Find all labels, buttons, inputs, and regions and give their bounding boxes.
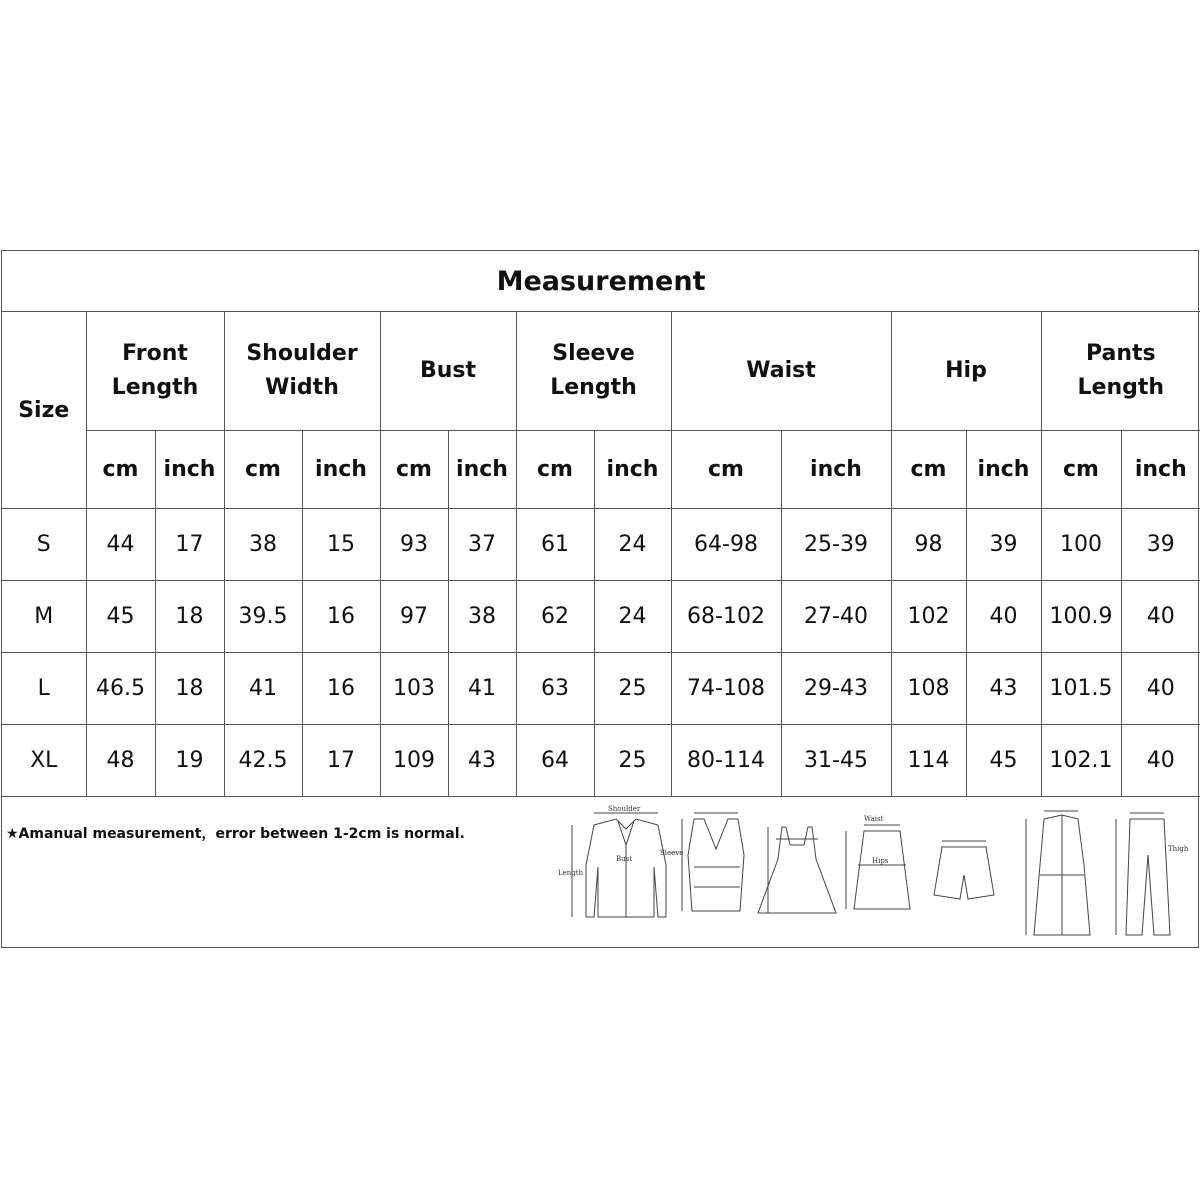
value-cell: 63 <box>516 653 594 725</box>
value-cell: 25 <box>594 725 671 797</box>
value-cell: 45 <box>86 581 155 653</box>
value-cell: 102.1 <box>1041 725 1121 797</box>
size-cell: M <box>2 581 86 653</box>
value-cell: 42.5 <box>224 725 302 797</box>
value-cell: 44 <box>86 509 155 581</box>
unit-header: cm <box>86 431 155 509</box>
unit-header: cm <box>516 431 594 509</box>
value-cell: 25 <box>594 653 671 725</box>
value-cell: 39.5 <box>224 581 302 653</box>
value-cell: 101.5 <box>1041 653 1121 725</box>
value-cell: 40 <box>1121 653 1200 725</box>
column-group-header <box>224 312 380 431</box>
column-group-header <box>86 312 224 431</box>
group-label-line1: Sleeve <box>552 341 635 366</box>
value-cell: 103 <box>380 653 448 725</box>
size-cell: XL <box>2 725 86 797</box>
value-cell: 109 <box>380 725 448 797</box>
value-cell: 16 <box>302 581 380 653</box>
size-cell: S <box>2 509 86 581</box>
size-cell: L <box>2 653 86 725</box>
table-row <box>2 653 1200 725</box>
value-cell: 15 <box>302 509 380 581</box>
unit-header: inch <box>302 431 380 509</box>
unit-header: inch <box>781 431 891 509</box>
value-cell: 17 <box>302 725 380 797</box>
value-cell: 24 <box>594 581 671 653</box>
group-label-line2: Length <box>550 375 637 400</box>
group-label-line1: Waist <box>746 358 816 383</box>
group-label-line1: Pants <box>1085 341 1156 366</box>
value-cell: 61 <box>516 509 594 581</box>
value-cell: 19 <box>155 725 224 797</box>
label-length: Length <box>558 869 584 877</box>
value-cell: 64-98 <box>671 509 781 581</box>
size-column-header: Size <box>2 312 86 509</box>
table-row <box>2 509 1200 581</box>
value-cell: 43 <box>448 725 516 797</box>
group-label-line1: Front <box>122 341 188 366</box>
unit-header: cm <box>671 431 781 509</box>
group-label-line2: Length <box>1077 375 1165 400</box>
footer-section <box>2 797 1198 947</box>
group-label-line2: Width <box>265 375 339 400</box>
value-cell: 38 <box>448 581 516 653</box>
value-cell: 39 <box>966 509 1041 581</box>
value-cell: 24 <box>594 509 671 581</box>
group-label-line1: Bust <box>419 358 477 383</box>
value-cell: 74-108 <box>671 653 781 725</box>
value-cell: 40 <box>1121 581 1200 653</box>
value-cell: 102 <box>891 581 966 653</box>
value-cell: 48 <box>86 725 155 797</box>
column-group-header <box>1041 312 1200 431</box>
unit-header: cm <box>380 431 448 509</box>
group-label-line2: Length <box>111 375 199 400</box>
value-cell: 37 <box>448 509 516 581</box>
value-cell: 25-39 <box>781 509 891 581</box>
value-cell: 29-43 <box>781 653 891 725</box>
unit-header: inch <box>966 431 1041 509</box>
column-group-header <box>671 312 891 431</box>
value-cell: 45 <box>966 725 1041 797</box>
value-cell: 100 <box>1041 509 1121 581</box>
size-chart <box>1 250 1199 948</box>
table-row <box>2 581 1200 653</box>
label-waist: Waist <box>864 815 884 823</box>
value-cell: 97 <box>380 581 448 653</box>
unit-header: inch <box>155 431 224 509</box>
unit-header: inch <box>1121 431 1200 509</box>
value-cell: 27-40 <box>781 581 891 653</box>
value-cell: 18 <box>155 653 224 725</box>
unit-header: inch <box>448 431 516 509</box>
label-sleeve: Sleeve <box>660 849 684 857</box>
value-cell: 43 <box>966 653 1041 725</box>
table-row <box>2 725 1200 797</box>
value-cell: 38 <box>224 509 302 581</box>
garment-measurement-diagrams <box>554 805 1194 945</box>
measurement-table <box>2 251 1200 797</box>
label-thigh: Thigh <box>1168 845 1189 853</box>
value-cell: 17 <box>155 509 224 581</box>
label-bust: Bust <box>616 855 633 863</box>
value-cell: 64 <box>516 725 594 797</box>
measurement-note: ★Amanual measurement，error between 1-2cm is normal. <box>6 826 465 842</box>
table-title: Measurement <box>2 251 1200 312</box>
unit-header: cm <box>224 431 302 509</box>
unit-header: cm <box>1041 431 1121 509</box>
value-cell: 39 <box>1121 509 1200 581</box>
value-cell: 62 <box>516 581 594 653</box>
column-group-header <box>380 312 516 431</box>
label-hips: Hips <box>872 857 889 865</box>
value-cell: 40 <box>966 581 1041 653</box>
column-group-header <box>516 312 671 431</box>
value-cell: 114 <box>891 725 966 797</box>
value-cell: 80-114 <box>671 725 781 797</box>
value-cell: 31-45 <box>781 725 891 797</box>
group-label-line1: Shoulder <box>246 341 358 366</box>
column-group-header <box>891 312 1041 431</box>
unit-header: cm <box>891 431 966 509</box>
value-cell: 18 <box>155 581 224 653</box>
value-cell: 16 <box>302 653 380 725</box>
value-cell: 68-102 <box>671 581 781 653</box>
value-cell: 40 <box>1121 725 1200 797</box>
value-cell: 93 <box>380 509 448 581</box>
label-shoulder: Shoulder <box>608 805 641 813</box>
value-cell: 98 <box>891 509 966 581</box>
group-label-line1: Hip <box>945 358 987 383</box>
value-cell: 100.9 <box>1041 581 1121 653</box>
value-cell: 46.5 <box>86 653 155 725</box>
value-cell: 108 <box>891 653 966 725</box>
value-cell: 41 <box>224 653 302 725</box>
value-cell: 41 <box>448 653 516 725</box>
unit-header: inch <box>594 431 671 509</box>
